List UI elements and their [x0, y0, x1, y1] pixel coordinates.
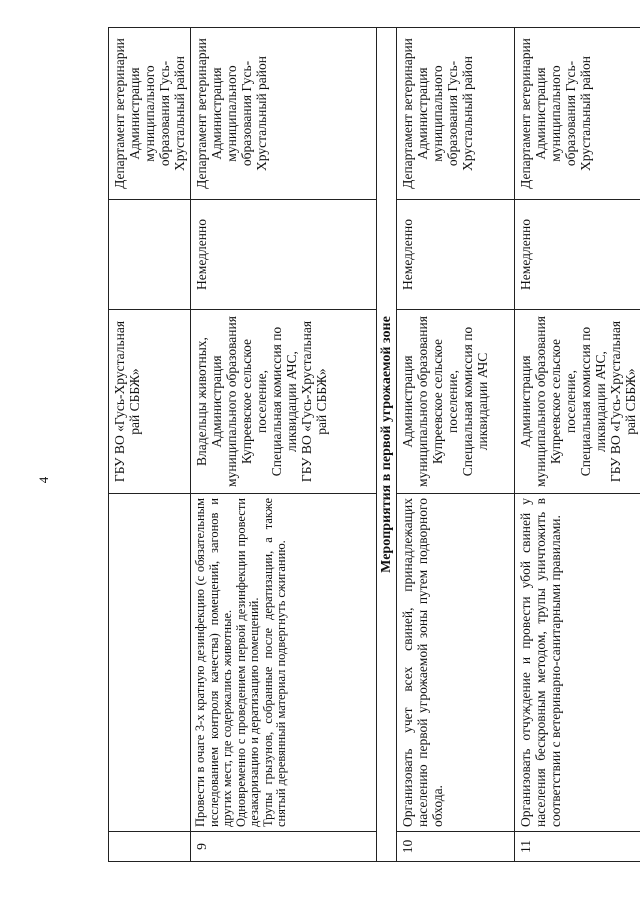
top-control-cell: Департамент ветеринарии Администрация муниципального образования Гусь-Хрустальный район: [109, 28, 191, 200]
responsible-line: Специальная комиссия по ликвидации АЧС,: [578, 326, 608, 477]
table-row-9: [191, 28, 377, 862]
responsible-line: ГБУ ВО «Гусь-Хрустальная рай СББЖ»: [299, 320, 329, 483]
rotated-table-wrapper: [108, 28, 638, 862]
responsible-cell: [397, 310, 515, 494]
control-cell: Департамент ветеринарии Администрация муниципального образования Гусь-Хрустальный район: [397, 28, 515, 200]
term-cell: Немедленно: [191, 200, 377, 310]
measure-cell: [515, 494, 640, 832]
top-term-cell: [109, 200, 191, 310]
row-number: 9: [191, 832, 377, 862]
control-cell: Департамент ветеринарии Администрация муниципального образования Гусь-Хрустальный район: [191, 28, 377, 200]
top-measure-cell: [109, 494, 191, 832]
responsible-line: ГБУ ВО «Гусь-Хрустальная рай СББЖ»: [608, 320, 638, 483]
table-row-11: [515, 28, 640, 862]
responsible-line: Владельцы животных,: [194, 337, 209, 466]
term-cell: Немедленно: [515, 200, 640, 310]
responsible-line: Администрация муниципального образования Купреевское сельское поселение,: [209, 316, 269, 487]
responsible-line: Специальная комиссия по ликвидации АЧС: [460, 326, 490, 477]
responsible-line: Специальная комиссия по ликвидации АЧС,: [269, 326, 299, 477]
measure-line: Организовать учет всех свиней, принадлежащих населению первой угрожаемой зоны путем подворного обхода.: [400, 498, 445, 827]
row-number: 10: [397, 832, 515, 862]
measure-line: Трупы грызунов, собранные после дератизации, а также снятый деревянный материал подвергнуть сжиганию.: [260, 498, 288, 827]
control-cell: Департамент ветеринарии Администрация муниципального образования Гусь-Хрустальный район: [515, 28, 640, 200]
measure-cell: [397, 494, 515, 832]
top-num-cell: [109, 832, 191, 862]
responsible-line: Администрация муниципального образования Купреевское сельское поселение,: [518, 316, 578, 487]
section-row: [377, 28, 397, 862]
responsible-line: Администрация муниципального образования Купреевское сельское поселение,: [400, 316, 460, 487]
responsible-cell: [191, 310, 377, 494]
measure-line: Организовать отчуждение и провести убой свиней у населения бескровным методом, трупы уничтожить в соответствии с ветеринарно-санитарными правилами.: [518, 498, 563, 827]
measure-cell: [191, 494, 377, 832]
table-row-10: [397, 28, 515, 862]
measures-table: [108, 27, 640, 862]
top-responsible-cell: ГБУ ВО «Гусь-Хрустальная рай СББЖ»: [109, 310, 191, 494]
measure-line: Одновременно с проведением первой дезинфекции провести дезакаризацию и дератизацию помещений.: [233, 498, 261, 827]
responsible-cell: [515, 310, 640, 494]
page-number: 4: [36, 476, 51, 484]
row-number: 11: [515, 832, 640, 862]
term-cell: Немедленно: [397, 200, 515, 310]
section-title: Мероприятия в первой угрожаемой зоне: [377, 28, 397, 862]
table-row-top: [109, 28, 191, 862]
measure-line: Провести в очаге 3-х кратную дезинфекцию (с обязательным исследованием контроля качества) помещений, загонов и других мест, где содержались животные.: [193, 498, 234, 827]
